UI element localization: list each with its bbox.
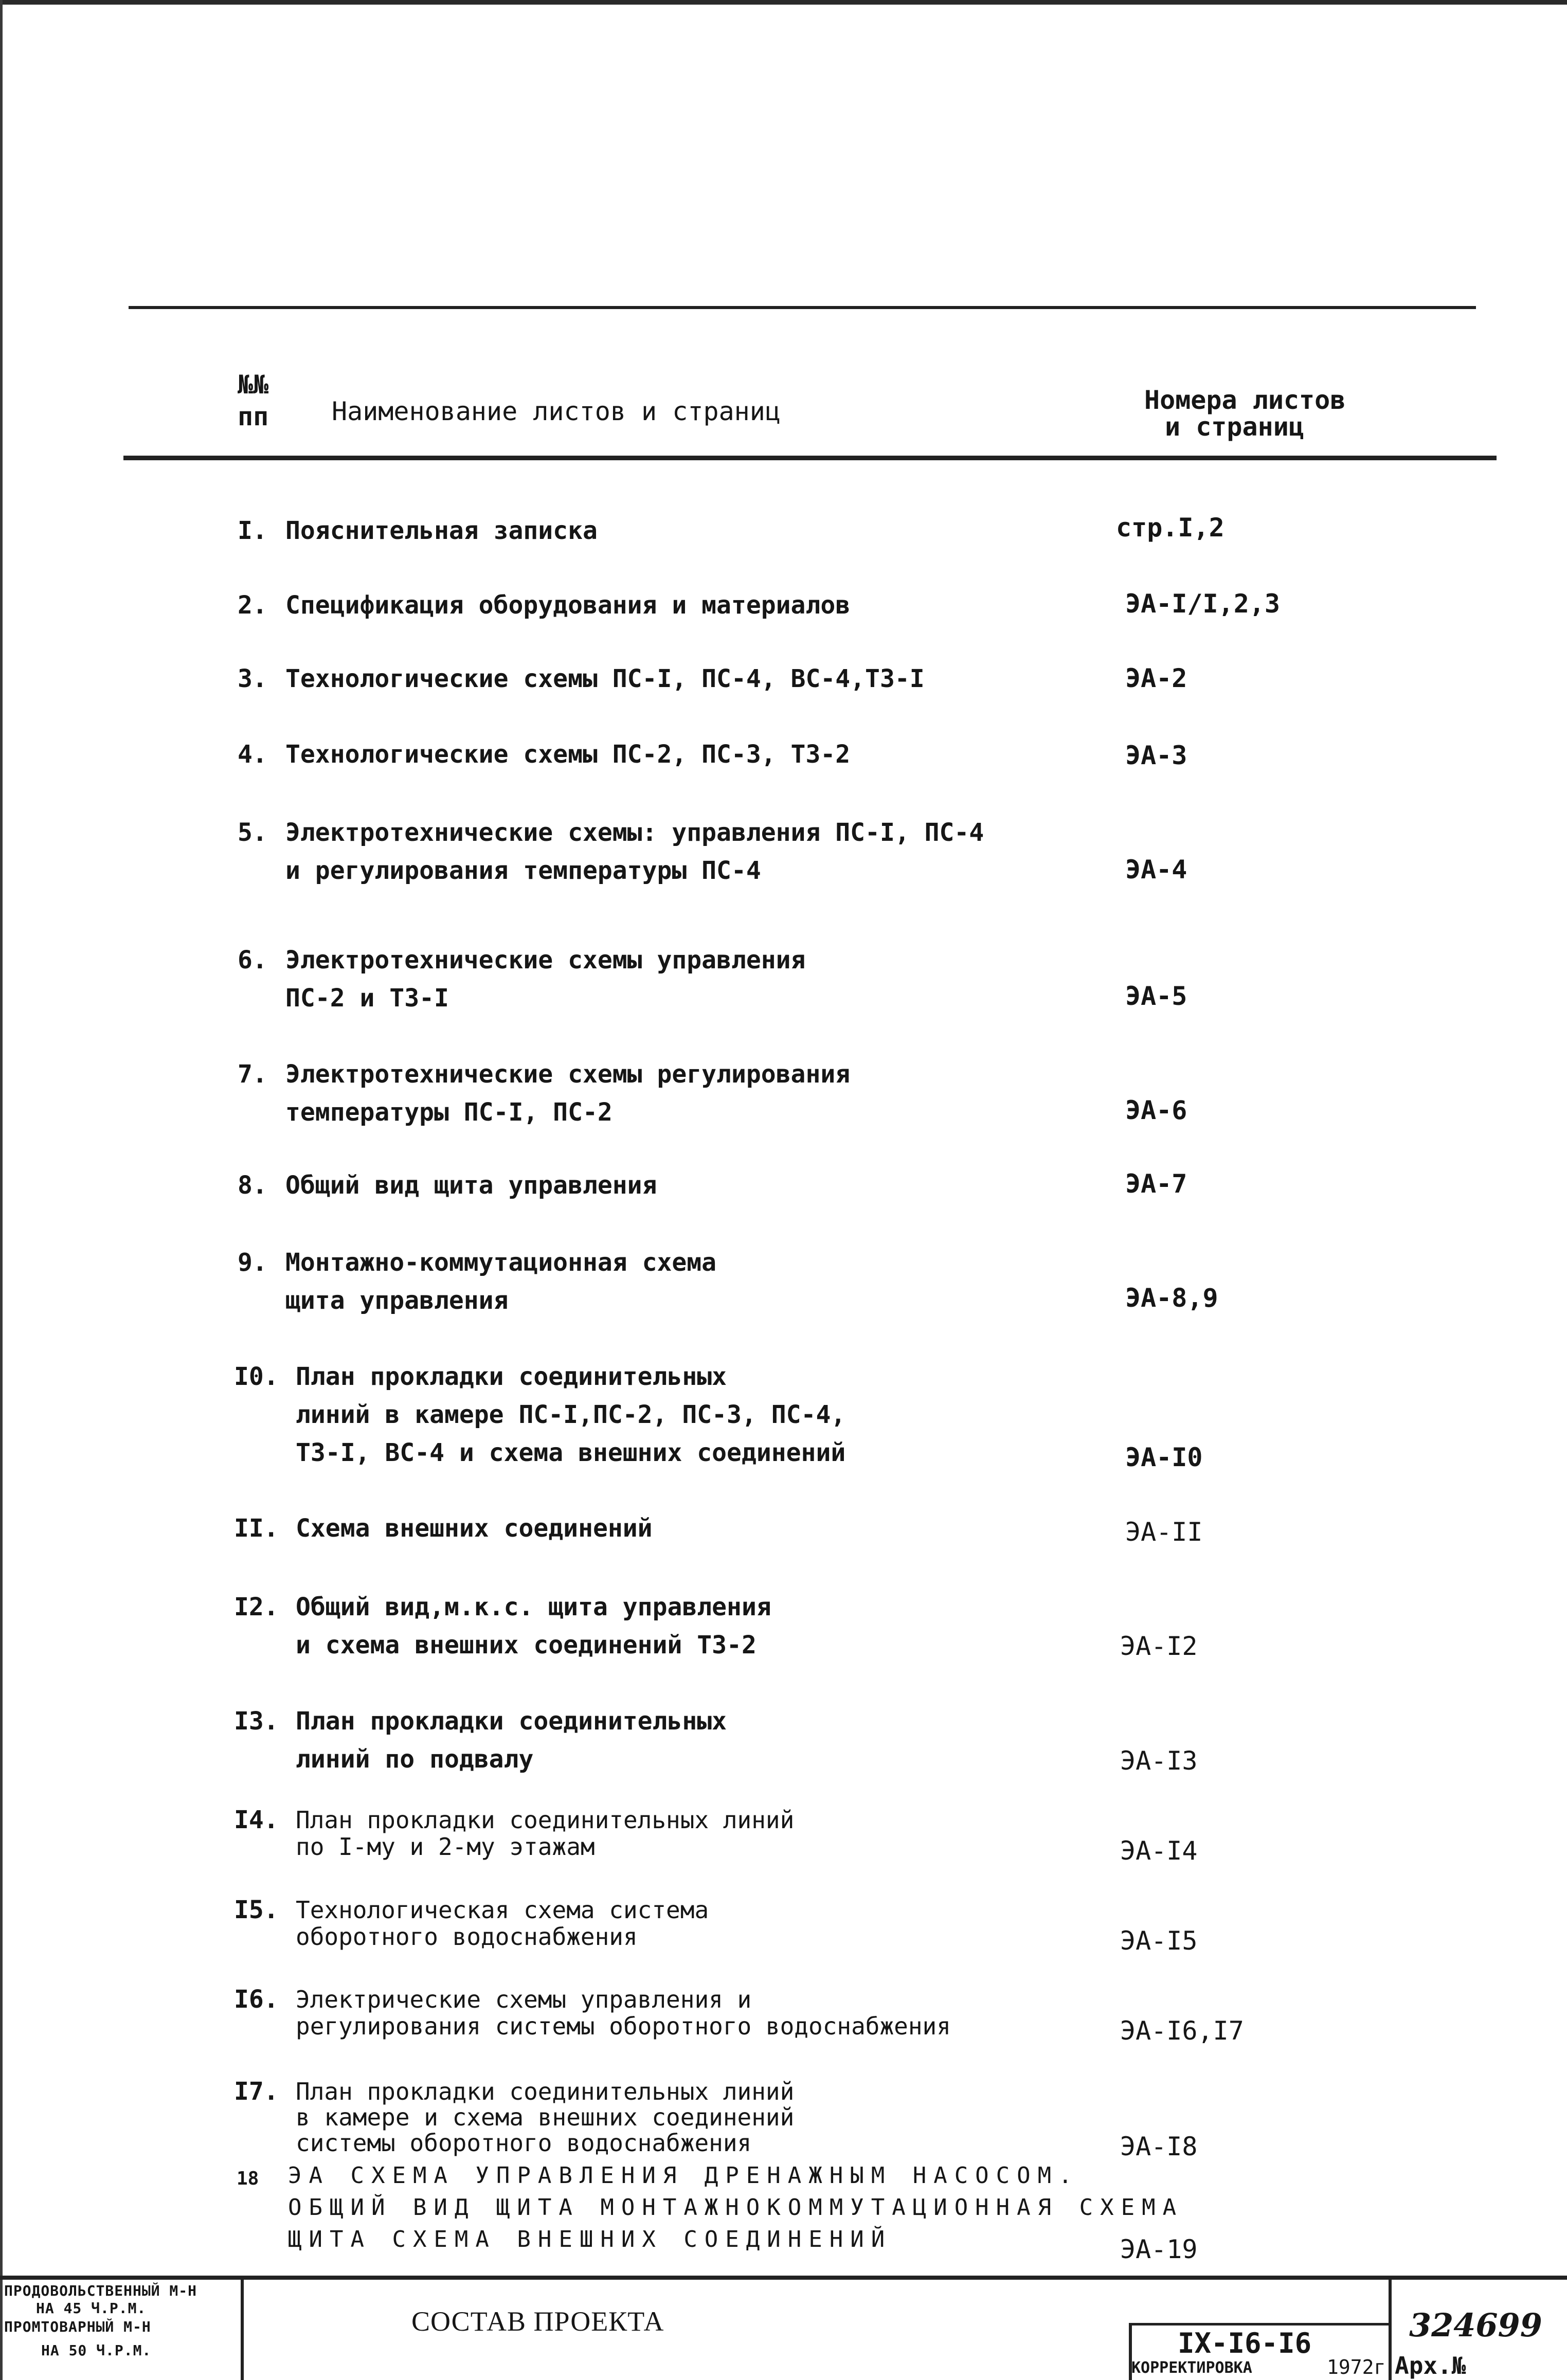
row-title-line: Технологические схемы ПС-I, ПС-4, ВС-4,ТЗ-I <box>285 664 925 693</box>
row-title-line: План прокладки соединительных линий <box>296 1806 795 1834</box>
row-title-line: Спецификация оборудования и материалов <box>285 591 851 620</box>
stamp-arch-number: 324699 <box>1409 2306 1542 2344</box>
stamp-doc-code: IX-I6-I6 <box>1178 2327 1312 2359</box>
row-title-line: ЭА СХЕМА УПРАВЛЕНИЯ ДРЕНАЖНЫМ НАСОСОМ. <box>288 2162 1079 2189</box>
row-sheet-code: ЭА-4 <box>1125 855 1187 885</box>
left-edge-line <box>0 0 3 2380</box>
row-sheet-code: ЭА-I0 <box>1125 1443 1203 1472</box>
row-sheet-code: ЭА-II <box>1125 1517 1203 1547</box>
row-title-line: Электротехнические схемы управления <box>285 946 806 975</box>
row-number: I. <box>238 516 267 545</box>
row-title-line: План прокладки соединительных линий <box>296 2078 795 2105</box>
org-line-4: НА 50 Ч.Р.М. <box>41 2342 152 2359</box>
row-title-line: Электрические схемы управления и <box>296 1986 752 2013</box>
row-sheet-code: ЭА-I8 <box>1120 2132 1198 2161</box>
org-line-2: НА 45 Ч.Р.М. <box>36 2300 147 2317</box>
stamp-correction: КОРРЕКТИРОВКА <box>1131 2359 1252 2377</box>
stamp-year: 1972г <box>1327 2356 1386 2378</box>
row-sheet-code: ЭА-19 <box>1120 2234 1198 2264</box>
row-number: I6. <box>234 1985 279 2014</box>
row-number: I7. <box>234 2077 279 2106</box>
row-title-line: План прокладки соединительных <box>296 1362 727 1391</box>
row-sheet-code: ЭА-I/I,2,3 <box>1125 589 1281 619</box>
row-number: I2. <box>234 1593 279 1621</box>
org-line-1: ПРОДОВОЛЬСТВЕННЫЙ М-Н <box>4 2282 197 2299</box>
header-num-line2: пп <box>238 402 269 431</box>
row-title-line: Технологические схемы ПС-2, ПС-3, ТЗ-2 <box>285 740 851 769</box>
row-title-line: системы оборотного водоснабжения <box>296 2129 752 2157</box>
row-title-line: температуры ПС-I, ПС-2 <box>285 1098 613 1127</box>
row-title-line: щита управления <box>285 1286 509 1315</box>
row-title-line: Технологическая схема система <box>296 1896 709 1924</box>
row-number: 4. <box>238 740 267 769</box>
org-line-3: ПРОМТОВАРНЫЙ М-Н <box>4 2318 151 2335</box>
row-title-line: ОБЩИЙ ВИД ЩИТА МОНТАЖНОКОММУТАЦИОННАЯ СХЕМА <box>288 2194 1184 2221</box>
header-name: Наименование листов и страниц <box>332 396 781 426</box>
header-rule <box>123 456 1497 460</box>
row-title-line: Монтажно-коммутационная схема <box>285 1248 717 1277</box>
row-sheet-code: ЭА-6 <box>1125 1095 1187 1125</box>
row-number: I0. <box>234 1362 279 1391</box>
row-number: I4. <box>234 1806 279 1834</box>
row-sheet-code: стр.I,2 <box>1116 513 1224 543</box>
row-number: I5. <box>234 1896 279 1924</box>
row-number: 6. <box>238 946 267 975</box>
row-sheet-code: ЭА-I5 <box>1120 1926 1198 1956</box>
row-sheet-code: ЭА-5 <box>1125 981 1187 1011</box>
row-number: 3. <box>238 664 267 693</box>
row-title-line: ЩИТА СХЕМА ВНЕШНИХ СОЕДИНЕНИЙ <box>288 2226 892 2252</box>
row-number: 8. <box>238 1171 267 1200</box>
row-number: 9. <box>238 1248 267 1277</box>
row-title-line: линий в камере ПС-I,ПС-2, ПС-3, ПС-4, <box>296 1400 846 1429</box>
row-sheet-code: ЭА-I2 <box>1120 1631 1198 1661</box>
title-block <box>0 2276 1567 2380</box>
row-title-line: регулирования системы оборотного водоснабжения <box>296 2012 951 2040</box>
row-number: 18 <box>237 2168 259 2189</box>
row-sheet-code: ЭА-I4 <box>1120 1836 1198 1866</box>
row-number: I3. <box>234 1707 279 1736</box>
row-title-line: ПС-2 и ТЗ-I <box>285 984 449 1013</box>
stamp-title: СОСТАВ ПРОЕКТА <box>411 2306 664 2337</box>
row-title-line: Электротехнические схемы регулирования <box>285 1060 851 1089</box>
row-title-line: Общий вид,м.к.с. щита управления <box>296 1593 771 1621</box>
header-pages-line1: Номера листов <box>1144 385 1346 415</box>
top-border-line <box>0 0 1567 5</box>
row-title-line: План прокладки соединительных <box>296 1707 727 1736</box>
row-sheet-code: ЭА-I6,I7 <box>1120 2016 1244 2046</box>
row-title-line: в камере и схема внешних соединений <box>296 2103 795 2131</box>
header-num-line1: №№ <box>238 370 269 400</box>
row-title-line: оборотного водоснабжения <box>296 1923 638 1951</box>
header-pages-line2: и страниц <box>1165 412 1304 442</box>
row-title-line: и схема внешних соединений ТЗ-2 <box>296 1631 757 1660</box>
row-sheet-code: ЭА-7 <box>1125 1169 1187 1199</box>
row-title-line: Общий вид щита управления <box>285 1171 657 1200</box>
row-title-line: по I-му и 2-му этажам <box>296 1833 595 1861</box>
row-title-line: линий по подвалу <box>296 1745 534 1774</box>
row-sheet-code: ЭА-8,9 <box>1125 1283 1218 1313</box>
row-title-line: и регулирования температуры ПС-4 <box>285 856 761 885</box>
row-number: II. <box>234 1514 279 1543</box>
row-number: 5. <box>238 818 267 847</box>
row-title-line: Схема внешних соединений <box>296 1514 653 1543</box>
stamp-arch-label: Арх.№ <box>1395 2352 1466 2379</box>
top-rule <box>129 306 1476 309</box>
row-title-line: Пояснительная записка <box>285 516 598 545</box>
row-number: 2. <box>238 591 267 620</box>
row-sheet-code: ЭА-3 <box>1125 741 1187 770</box>
row-title-line: ТЗ-I, ВС-4 и схема внешних соединений <box>296 1438 846 1467</box>
row-title-line: Электротехнические схемы: управления ПС-I, ПС-4 <box>285 818 984 847</box>
row-number: 7. <box>238 1060 267 1089</box>
row-sheet-code: ЭА-I3 <box>1120 1746 1198 1776</box>
row-sheet-code: ЭА-2 <box>1125 663 1187 693</box>
